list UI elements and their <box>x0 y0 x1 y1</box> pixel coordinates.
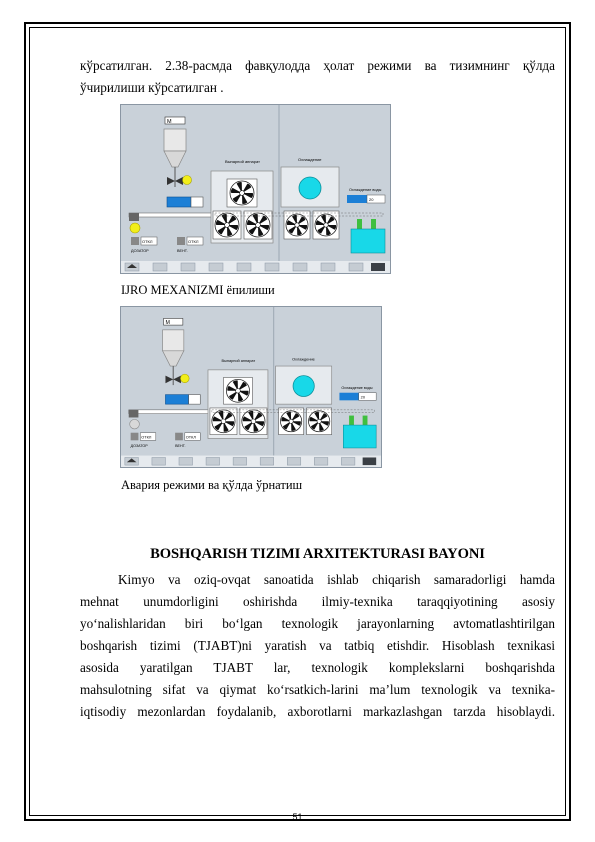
switch-2-icon[interactable] <box>175 433 183 441</box>
section-line: iqtisodiy mezonlardan foydalanib, axborotlarni markazlashgan tarzda hisoblaydi. <box>80 704 555 719</box>
page-number: 51 <box>292 812 303 822</box>
scada-mimic-1 <box>121 105 390 273</box>
cooling-title: Охлаждение <box>298 157 322 162</box>
intro-line-1: кўрсатилган. 2.38-расмда фавқулодда ҳолат режими ва тизимнинг қўлда <box>80 58 555 73</box>
cooling-value: 20 <box>369 197 374 202</box>
setpoint-unit <box>191 197 203 207</box>
switch-2-icon[interactable] <box>177 237 185 245</box>
motor-icon <box>129 410 139 418</box>
cooling-sub: Охлаждение воды <box>341 385 373 390</box>
switch-2-label: ОТКЛ <box>188 239 199 244</box>
label-mid: ВЕНТ. <box>177 249 188 253</box>
intro-paragraph <box>80 55 555 99</box>
pump-icon[interactable] <box>293 376 314 397</box>
section-line: Kimyo va oziq-ovqat sanoatida ishlab chiqarish samaradorligi hamda <box>118 572 555 587</box>
switch-1-icon[interactable] <box>131 433 139 441</box>
label-left: ДОЗАТОР <box>130 444 148 448</box>
alarm-lamp-icon <box>130 223 140 233</box>
cooling-field[interactable] <box>339 393 358 401</box>
setpoint-field[interactable] <box>165 395 188 405</box>
switch-2-label: ОТКЛ <box>185 435 196 440</box>
switch-1-icon[interactable] <box>131 237 139 245</box>
alarm-lamp-icon <box>130 419 140 429</box>
cooling-field[interactable] <box>347 195 367 203</box>
scada-screen-1 <box>120 104 391 274</box>
setpoint-unit <box>189 395 201 405</box>
section-line: boshqarish tizimi (TJABT)ni yaratish va tatbiq etishdir. Hisoblash texnikasi <box>80 638 555 653</box>
cooling-title: Охлаждение <box>292 357 315 362</box>
label-left: ДОЗАТОР <box>131 249 149 253</box>
figure-1-caption: IJRO MEXANIZMI ёпилиши <box>121 283 275 297</box>
section-line: yo‘nalishlaridan biri bo‘lgan texnologik jarayonlarning avtomatlashtirilgan <box>80 616 555 631</box>
cooling-sub: Охлаждение воды <box>349 188 382 192</box>
evaporator-title: Выпарной аппарат <box>225 159 260 164</box>
label-mid: ВЕНТ. <box>175 444 186 448</box>
tag-label: M <box>165 320 170 327</box>
status-lamp-icon <box>180 374 189 383</box>
scada-mimic-2 <box>121 307 381 467</box>
section-line: asosida yaratilgan TJABT lar, texnologik komplekslarni boshqarishda <box>80 660 555 675</box>
conveyor-left <box>129 213 215 217</box>
scada-screen-2 <box>120 306 382 468</box>
status-lamp-icon <box>183 176 192 185</box>
cooling-value: 20 <box>360 395 365 400</box>
intro-line-2: ўчирилиши кўрсатилган . <box>80 80 224 95</box>
pump-icon[interactable] <box>299 177 321 199</box>
section-line: mehnat unumdorligini oshirishda ilmiy-texnika taraqqiyotining asosiy <box>80 594 555 609</box>
setpoint-field[interactable] <box>167 197 191 207</box>
tag-label: M <box>167 119 172 125</box>
conveyor-left <box>129 410 212 414</box>
section-body <box>80 569 555 723</box>
switch-1-label: ОТКЛ <box>141 435 152 440</box>
motor-icon <box>129 213 139 221</box>
switch-1-label: ОТКЛ <box>142 239 153 244</box>
section-heading: BOSHQARISH TIZIMI ARXITEKTURASI BAYONI <box>150 546 485 562</box>
evaporator-title: Выпарной аппарат <box>221 359 256 364</box>
section-line: mahsulotning sifat va qiymat ko‘rsatkich-larini ma’lum texnologik va texnika- <box>80 682 555 697</box>
figure-2-caption: Авария режими ва қўлда ўрнатиш <box>121 478 303 492</box>
